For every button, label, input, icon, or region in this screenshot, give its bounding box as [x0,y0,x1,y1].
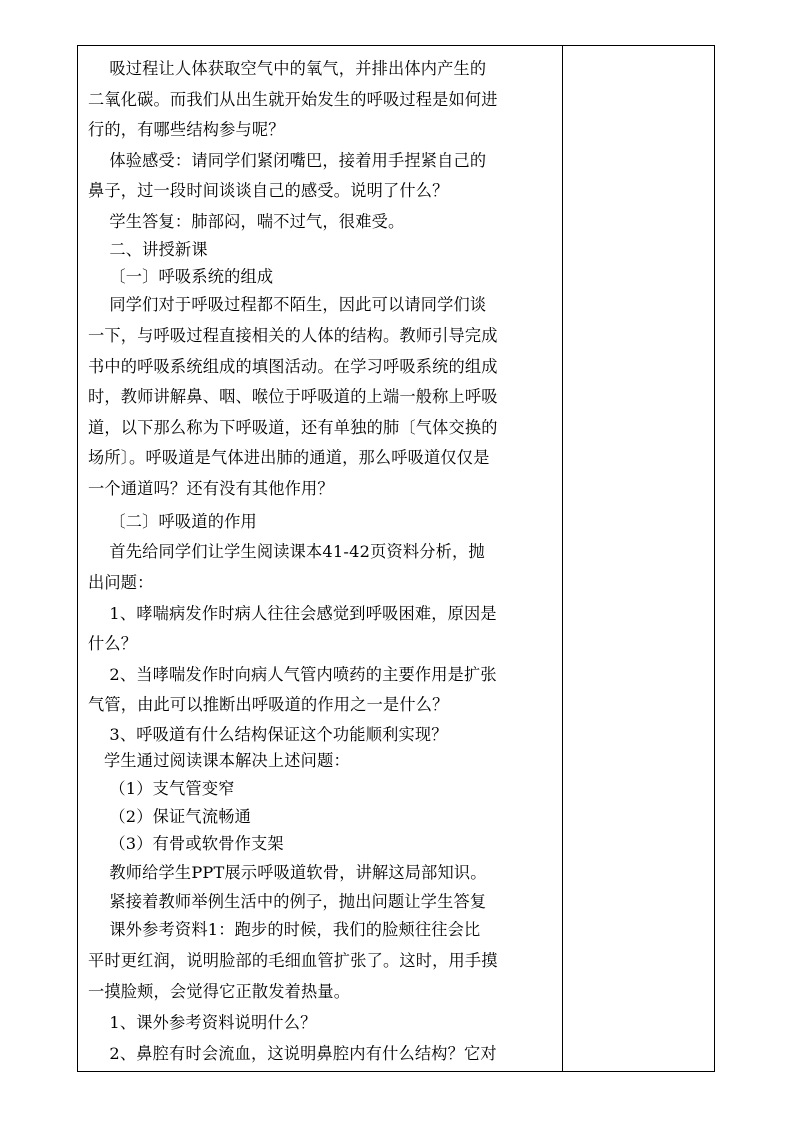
text-line: 书中的呼吸系统组成的填图活动。在学习呼吸系统的组成 [88,357,498,376]
text-line: 课外参考资料1：跑步的时候，我们的脸颊往往会比 [88,920,481,939]
text-line: 1、哮喘病发作时病人往往会感觉到呼吸困难，原因是 [88,604,497,623]
document-table [77,45,715,1072]
text-line: 场所〕。呼吸道是气体进出肺的通道，那么呼吸道仅仅是 [88,448,490,467]
list-item: （2）保证气流畅通 [88,807,251,826]
column-divider [562,46,563,1071]
list-item: （1）支气管变窄 [88,779,235,798]
text-line: 道，以下那么称为下呼吸道，还有单独的肺〔气体交换的 [88,418,498,437]
text-line: 2、当哮喘发作时向病人气管内喷药的主要作用是扩张 [88,665,497,684]
text-line: 学生通过阅读课本解决上述问题： [88,751,350,770]
text-line: 学生答复：肺部闷，喘不过气，很难受。 [88,212,405,231]
section-heading: 二、讲授新课 [88,240,208,259]
text-line: 2、鼻腔有时会流血，这说明鼻腔内有什么结构？它对 [88,1044,497,1063]
text-line: 首先给同学们让学生阅读课本41-42页资料分析，抛 [88,542,485,561]
text-line: 1、课外参考资料说明什么？ [88,1013,317,1032]
text-line: 平时更红润，说明脸部的毛细血管扩张了。这时，用手摸 [88,951,498,970]
text-line: 一摸脸颊，会觉得它正散发着热量。 [88,982,351,1001]
text-line: 行的，有哪些结构参与呢？ [88,120,285,139]
subsection-heading: 〔一〕呼吸系统的组成 [88,267,274,286]
text-line: 一个通道吗？还有没有其他作用？ [88,479,334,498]
text-line: 3、呼吸道有什么结构保证这个功能顺利实现？ [88,725,448,744]
text-line: 出问题： [88,573,154,592]
list-item: （3）有骨或软骨作支架 [88,834,284,853]
text-line: 吸过程让人体获取空气中的氧气，并排出体内产生的 [88,59,487,78]
text-line: 同学们对于呼吸过程都不陌生，因此可以请同学们谈 [88,295,487,314]
text-line: 二氧化碳。而我们从出生就开始发生的呼吸过程是如何进 [88,90,498,109]
text-line: 教师给学生PPT展示呼吸道软骨，讲解这局部知识。 [88,863,487,882]
text-line: 体验感受：请同学们紧闭嘴巴，接着用手捏紧自己的 [88,151,487,170]
text-line: 气管，由此可以推断出呼吸道的作用之一是什么？ [88,695,449,714]
text-line: 紧接着教师举例生活中的例子，抛出问题让学生答复 [88,892,487,911]
text-line: 鼻子，过一段时间谈谈自己的感受。说明了什么？ [88,181,449,200]
subsection-heading: 〔二〕呼吸道的作用 [88,512,257,531]
text-line: 时，教师讲解鼻、咽、喉位于呼吸道的上端一般称上呼吸 [88,387,498,406]
text-line: 什么？ [88,634,138,653]
text-line: 一下，与呼吸过程直接相关的人体的结构。教师引导完成 [88,326,498,345]
